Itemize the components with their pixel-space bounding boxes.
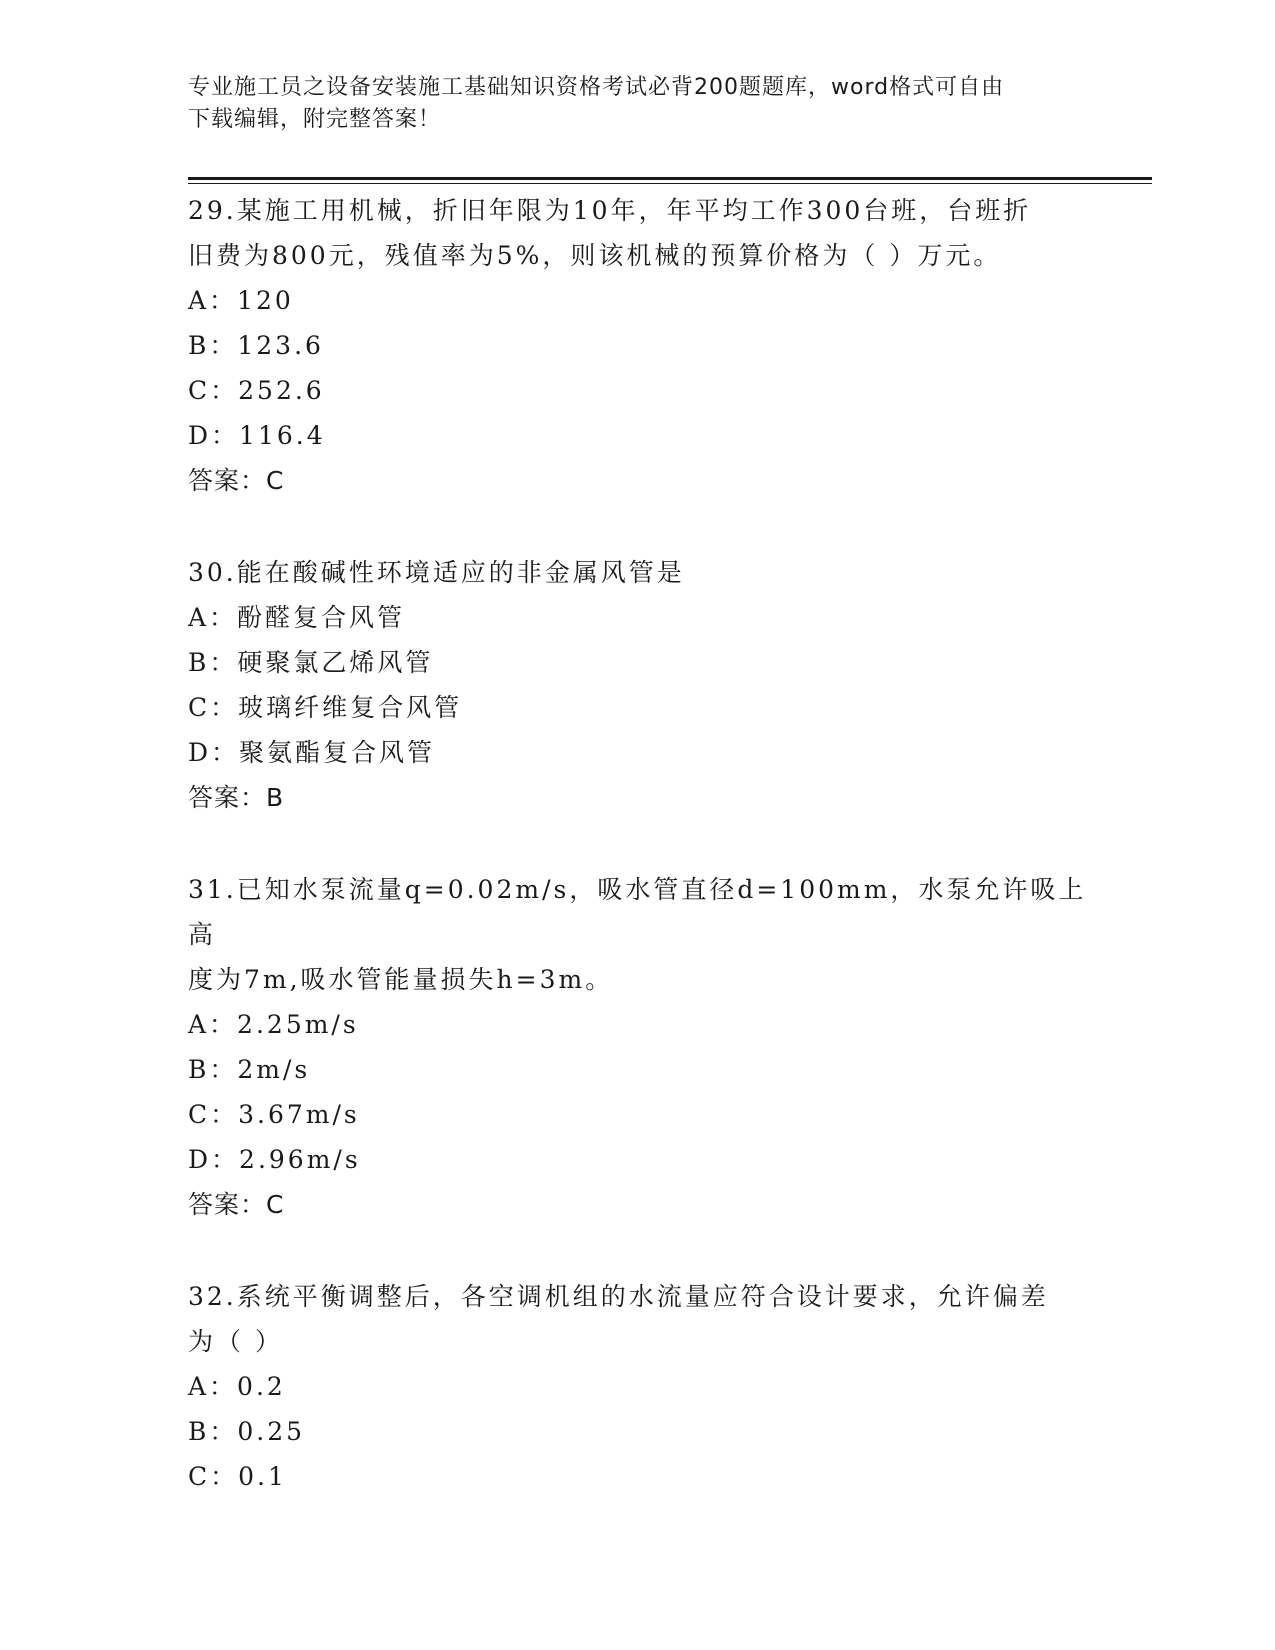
option-a: A：2.25m/s: [188, 1010, 359, 1039]
answer-line: 答案：B: [188, 783, 285, 812]
option-a: A：酚醛复合风管: [188, 603, 406, 632]
question-stem-line-1: 32.系统平衡调整后，各空调机组的水流量应符合设计要求，允许偏差: [188, 1282, 1049, 1311]
question-spacer: [188, 1227, 1088, 1274]
header-line-1: 专业施工员之设备安装施工基础知识资格考试必背200题题库，word格式可自由: [188, 75, 1005, 100]
option-b: B：硬聚氯乙烯风管: [188, 648, 434, 677]
answer-line: 答案：C: [188, 466, 285, 495]
option-b: B：0.25: [188, 1417, 306, 1446]
question-stem-line-1: 29.某施工用机械，折旧年限为10年，年平均工作300台班，台班折: [188, 196, 1032, 225]
option-d: D：2.96m/s: [188, 1145, 361, 1174]
option-b: B：123.6: [188, 331, 324, 360]
question-stem-line-2: 度为7m,吸水管能量损失h=3m。: [188, 965, 614, 994]
option-d: D：116.4: [188, 421, 326, 450]
question-list: [188, 188, 1088, 1499]
option-c: C：252.6: [188, 376, 325, 405]
answer-line: 答案：C: [188, 1190, 285, 1219]
question-30: [188, 550, 1088, 820]
document-header: [188, 72, 1088, 136]
question-29: [188, 188, 1088, 503]
question-spacer: [188, 820, 1088, 867]
question-spacer: [188, 503, 1088, 550]
header-divider-thin: [188, 183, 1152, 184]
question-stem-line-1: 30.能在酸碱性环境适应的非金属风管是: [188, 558, 685, 587]
question-stem-line-2: 为（ ）: [188, 1327, 283, 1356]
option-c: C：0.1: [188, 1462, 287, 1491]
header-divider-thick: [188, 177, 1152, 180]
option-b: B：2m/s: [188, 1055, 311, 1084]
option-c: C：玻璃纤维复合风管: [188, 693, 463, 722]
header-line-2: 下载编辑，附完整答案！: [188, 107, 442, 132]
option-d: D：聚氨酯复合风管: [188, 738, 436, 767]
question-stem-line-1: 31.已知水泵流量q=0.02m/s，吸水管直径d=100mm，水泵允许吸上高: [188, 875, 1087, 949]
question-stem-line-2: 旧费为800元，残值率为5%，则该机械的预算价格为（ ）万元。: [188, 241, 1002, 270]
question-32: [188, 1274, 1088, 1499]
question-31: [188, 867, 1088, 1227]
option-a: A：120: [188, 286, 294, 315]
option-a: A：0.2: [188, 1372, 286, 1401]
option-c: C：3.67m/s: [188, 1100, 360, 1129]
